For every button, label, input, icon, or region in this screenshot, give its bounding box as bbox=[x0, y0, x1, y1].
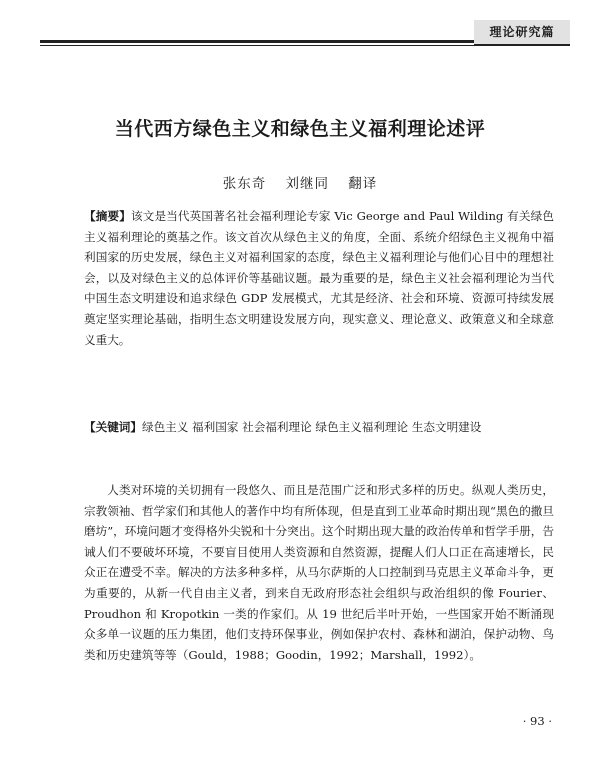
keywords-label: 【关键词】 bbox=[84, 420, 142, 434]
abstract bbox=[84, 206, 554, 350]
header-rule-thin bbox=[40, 45, 490, 46]
body-paragraph: 人类对环境的关切拥有一段悠久、而且是范围广泛和形式多样的历史。纵观人类历史，宗教领袖、哲学家们和其他人的著作中均有所体现，但是直到工业革命时期出现“黑色的撒旦磨坊”，环境问题才变得格外尖锐和十分突出。这个时期出现大量的政治传单和哲学手册，告诫人们不要破坏环境，不要盲目使用人类资源和自然资源，提醒人们人口正在高速增长，民众正在遭受不幸。解决的方法多种多样，从马尔萨斯的人口控制到马克思主义革命斗争，更为重要的，从新一代自由主义者，到来自无政府形态社会组织与政治组织的像 Fourier、Proudhon 和 Kropotkin 一类的作家们。从 19 世纪后半叶开始，一些国家开始不断涌现众多单一议题的压力集团，他们支持环保事业，例如保护农村、森林和湖泊，保护动物、鸟类和历史建筑等等（Gould，1988；Goodin，1992；Marshall，1992）。 bbox=[84, 483, 554, 662]
section-label: 理论研究篇 bbox=[474, 20, 570, 46]
keywords bbox=[84, 417, 554, 438]
keywords-text: 绿色主义 福利国家 社会福利理论 绿色主义福利理论 生态文明建设 bbox=[141, 420, 482, 434]
abstract-text: 该文是当代英国著名社会福利理论专家 Vic George and Paul Wilding 有关绿色主义福利理论的奠基之作。该文首次从绿色主义的角度，全面、系统介绍绿色主义视角中福利国家的历史发展，绿色主义对福利国家的态度，绿色主义福利理论与他们心目中的理想社会，以及对绿色主义的总体评价等基础议题。最为重要的是，绿色主义社会福利理论为当代中国生态文明建设和追求绿色 GDP 发展模式，尤其是经济、社会和环境、资源可持续发展奠定坚实理论基础，指明生态文明建设发展方向，现实意义、理论意义、政策意义和全球意义重大。 bbox=[84, 209, 554, 347]
article-title: 当代西方绿色主义和绿色主义福利理论述评 bbox=[114, 118, 486, 140]
abstract-label: 【摘要】 bbox=[84, 209, 131, 223]
header-rule bbox=[40, 40, 490, 43]
running-header bbox=[40, 18, 570, 44]
page-number: · 93 · bbox=[522, 714, 552, 728]
translators: 张东奇 刘继同 翻译 bbox=[222, 176, 378, 192]
